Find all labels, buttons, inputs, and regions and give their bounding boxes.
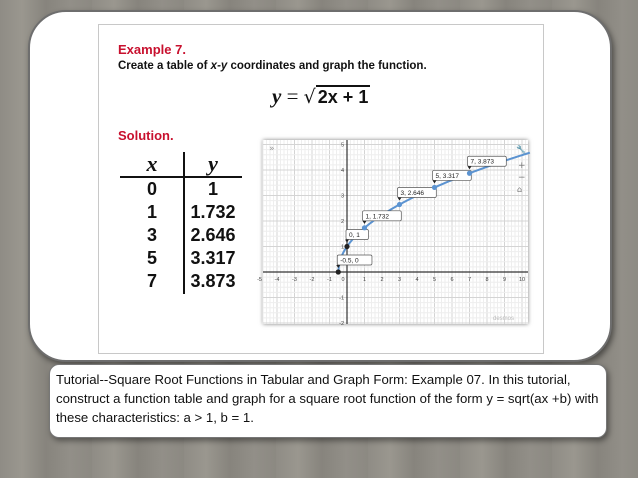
- y-tick-label: -1: [339, 295, 344, 302]
- header-x: x: [146, 151, 158, 176]
- y-tick-label: 4: [340, 168, 344, 174]
- expand-icon[interactable]: »: [269, 144, 275, 154]
- table-header-row: [120, 152, 242, 178]
- point-label: 5, 3.317: [435, 172, 459, 180]
- x-tick-label: 2: [380, 277, 384, 283]
- equation-radicand: 2x + 1: [317, 87, 369, 107]
- y-tick-label: -2: [339, 321, 344, 327]
- table-row: 1 1.732: [146, 202, 236, 222]
- data-point: [344, 244, 349, 249]
- desmos-logo: desmos: [493, 316, 515, 322]
- point-label: 0, 1: [349, 232, 360, 239]
- example-title: Example 7.: [118, 42, 186, 57]
- point-label-pointer: [433, 180, 437, 183]
- table-row: 7 3.873: [146, 271, 236, 291]
- y-tick-label: 3: [340, 193, 344, 200]
- table-divider: [183, 152, 185, 294]
- data-point: [362, 225, 367, 230]
- wrench-icon[interactable]: 🔧: [516, 145, 526, 154]
- x-tick-label: 3: [397, 277, 402, 283]
- data-point: [432, 185, 437, 190]
- graph-canvas[interactable]: [257, 140, 528, 327]
- equation-lhs: y: [272, 84, 282, 108]
- x-tick-label: 6: [450, 277, 454, 283]
- y-tick-label: 5: [340, 142, 344, 149]
- function-graph[interactable]: [257, 140, 528, 327]
- x-tick-label: 4: [415, 277, 419, 283]
- point-label-pointer: [398, 198, 402, 201]
- x-tick-label: 5: [432, 277, 437, 283]
- xy-table: [120, 152, 242, 293]
- x-tick-label: -3: [292, 277, 297, 283]
- x-tick-label: -5: [257, 277, 262, 283]
- y-tick-label: 2: [340, 219, 344, 225]
- point-label: -0.5, 0: [340, 257, 359, 265]
- point-label: 3, 2.646: [400, 190, 424, 198]
- zoom-out-icon[interactable]: −: [518, 173, 526, 183]
- x-tick-label: 9: [502, 277, 507, 283]
- table-row: 5 3.317: [146, 248, 236, 268]
- data-point: [397, 202, 402, 207]
- x-tick-label: -1: [327, 277, 332, 283]
- equation: [272, 84, 370, 109]
- x-tick-label: 0: [341, 277, 345, 283]
- data-point: [336, 269, 341, 274]
- point-label: 7, 3.873: [470, 158, 494, 166]
- x-tick-label: 1: [362, 277, 367, 283]
- x-tick-label: -2: [309, 277, 315, 283]
- example-instruction: Create a table of x-y coordinates and graph the function.: [118, 60, 427, 72]
- x-tick-label: 10: [518, 277, 526, 283]
- home-icon[interactable]: ⌂: [517, 185, 523, 194]
- table-row: 0 1: [146, 179, 218, 199]
- point-label-pointer: [468, 166, 472, 169]
- point-label: 1, 1.732: [365, 213, 389, 221]
- caption-text: Tutorial--Square Root Functions in Tabular and Graph Form: Example 07. In this tutorial, construct a function table and graph for a square root function of the form y = sqrt(ax +b) with these characteristics: a > 1, b = 1.: [56, 372, 599, 425]
- data-point: [467, 171, 472, 176]
- x-tick-label: 7: [467, 277, 472, 283]
- header-y: y: [208, 151, 218, 176]
- equation-equals: =: [286, 84, 299, 108]
- x-tick-label: 8: [485, 277, 489, 283]
- zoom-in-icon[interactable]: +: [518, 161, 526, 171]
- table-row: 3 2.646: [146, 225, 236, 245]
- point-label-pointer: [363, 221, 367, 224]
- radical-icon: √: [303, 86, 316, 108]
- y-tick-label: 1: [340, 244, 344, 251]
- x-tick-label: -4: [274, 277, 280, 283]
- solution-title: Solution.: [118, 128, 174, 143]
